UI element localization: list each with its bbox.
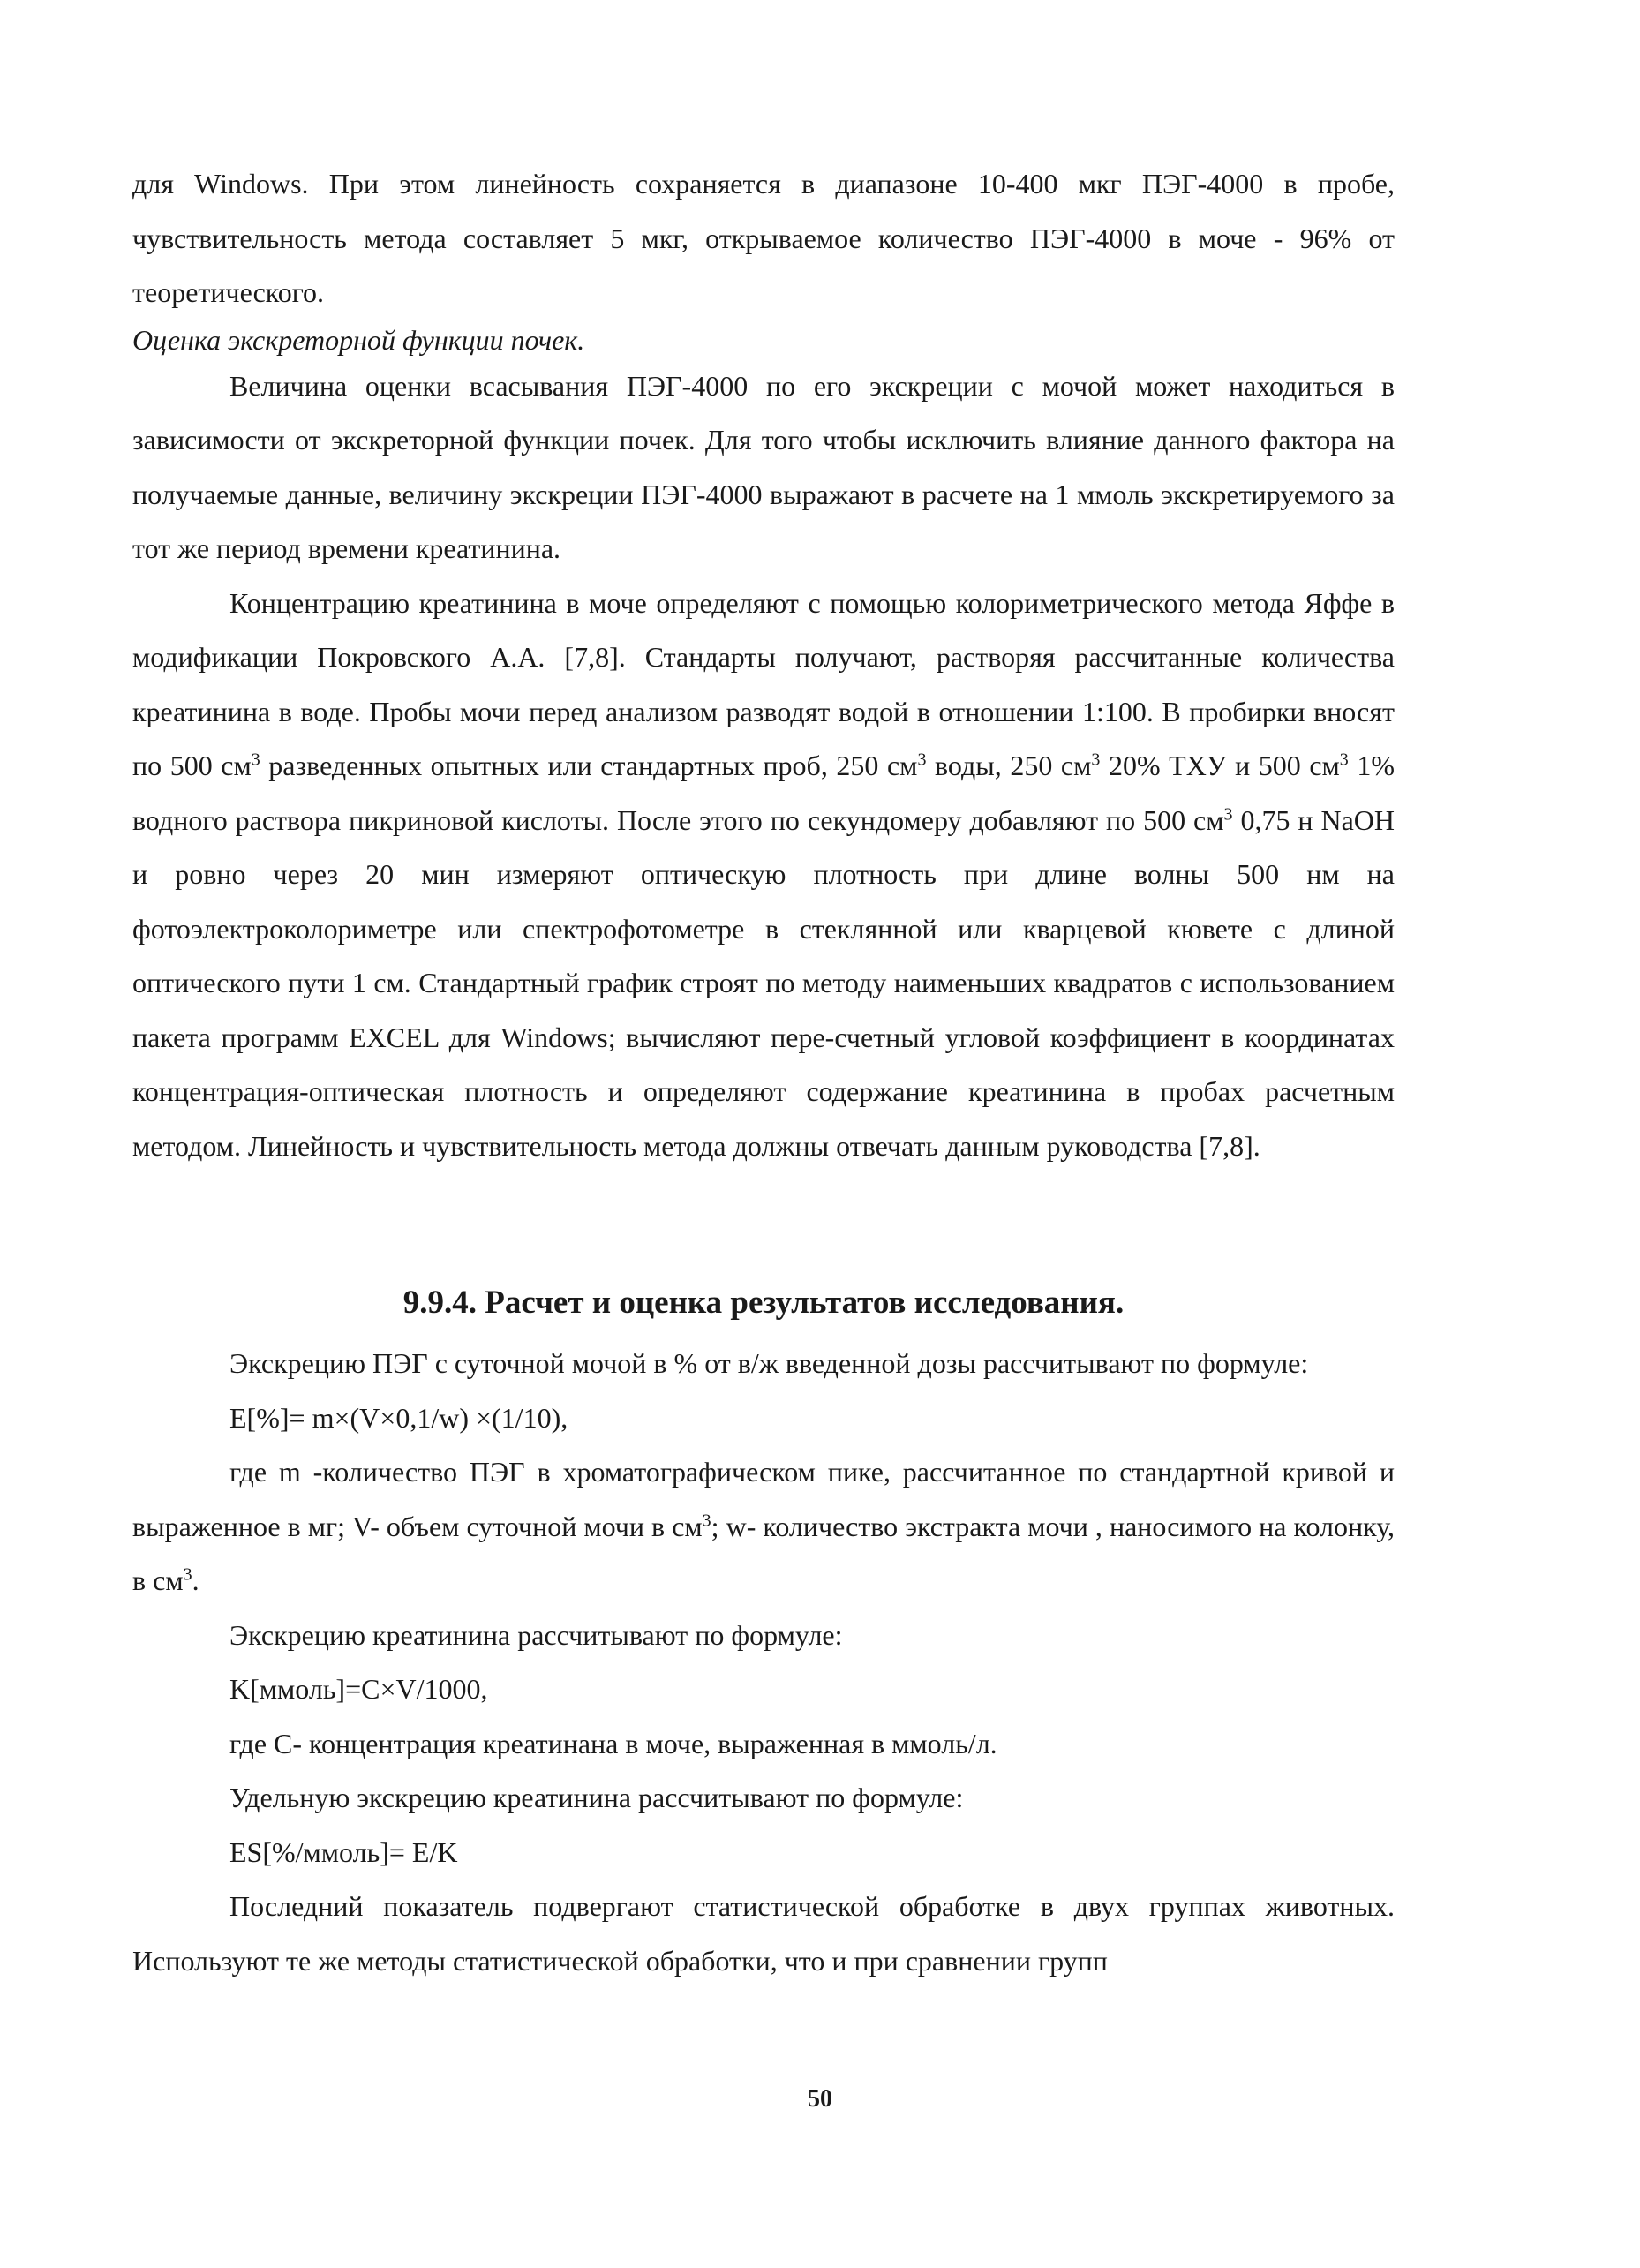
paragraph-formula-legend: где m -количество ПЭГ в хроматографическом пике, рассчитанное по стандартной кривой и выраженное в мг; V- объем суточной мочи в $см^3$; w- количество экстракта мочи , наносимого на колонку, в $см^3$. (132, 1456, 1396, 1596)
paragraph-specific-excretion-intro: Удельную экскрецию креатинина рассчитывают по формуле: (229, 1782, 964, 1813)
body-text-top (132, 157, 1395, 1173)
page-number: 50 (808, 2085, 832, 2113)
formula-e-percent: E[%]= m×(V×0,1/w) ×(1/10), (229, 1401, 568, 1434)
section-heading: 9.9.4. Расчет и оценка результатов исследования. (402, 1285, 1125, 1321)
body-text-bottom (132, 1337, 1395, 1988)
paragraph-creatinine-method: Концентрацию креатинина в моче определяют с помощью колориметрического метода Яффе в модификации Покровского А.А. [7,8]. Стандарты получают, растворяя рассчитанные количества креатинина в воде. Пробы мочи перед анализом разводят водой в отношении 1:100. В пробирки вносят по 500 $см^3$ разведенных опытных или стандартных проб, 250 $см^3$ воды, 250 $см^3$ 20% ТХУ и 500 $см^3$ 1% водного раствора пикриновой кислоты. После этого по секундомеру добавляют по 500 $см^3$ 0,75 н NaOH и ровно через 20 мин измеряют оптическую плотность при длине волны 500 нм на фотоэлектроколориметре или спектрофотометре в стеклянной или кварцевой кювете с длиной оптического пути 1 см. Стандартный график строят по методу наименьших квадратов с использованием пакета программ EXCEL для Windows; вычисляют пере-счетный угловой коэффициент в координатах концентрация-оптическая плотность и определяют содержание креатинина в пробах расчетным методом. Линейность и чувствительность метода должны отвечать данным руководства [7,8]. (132, 586, 1396, 1162)
paragraph-c-definition: где C- концентрация креатинана в моче, выраженная в ммоль/л. (229, 1727, 997, 1759)
paragraph-peg-excretion: Экскрецию ПЭГ с суточной мочой в % от в/ж введенной дозы рассчитывают по формуле: (229, 1347, 1309, 1379)
paragraph-creatinine-formula-intro: Экскрецию креатинина рассчитывают по формуле: (229, 1618, 843, 1651)
formula-k-mmol: K[ммоль]=C×V/1000, (229, 1673, 488, 1705)
paragraph-excretion-estimate: Величина оценки всасывания ПЭГ-4000 по его экскреции с мочой может находиться в зависимости от экскреторной функции почек. Для того чтобы исключить влияние данного фактора на получаемые данные, величину экскреции ПЭГ-4000 выражают в расчете на 1 ммоль экскретируемого за тот же период времени креатинина. (132, 369, 1395, 564)
paragraph-statistics: Последний показатель подвергают статистической обработке в двух группах животных. Используют те же методы статистической обработки, что и при сравнении групп (132, 1890, 1395, 1977)
subheading-renal-function: Оценка экскреторной функции почек. (132, 323, 585, 356)
formula-es: ES[%/ммоль]= E/K (229, 1835, 458, 1868)
paragraph-continuation: для Windows. При этом линейность сохраняется в диапазоне 10-400 мкг ПЭГ-4000 в пробе, чувствительность метода составляет 5 мкг, открываемое количество ПЭГ-4000 в моче - 96% от теоретического. (132, 168, 1395, 308)
